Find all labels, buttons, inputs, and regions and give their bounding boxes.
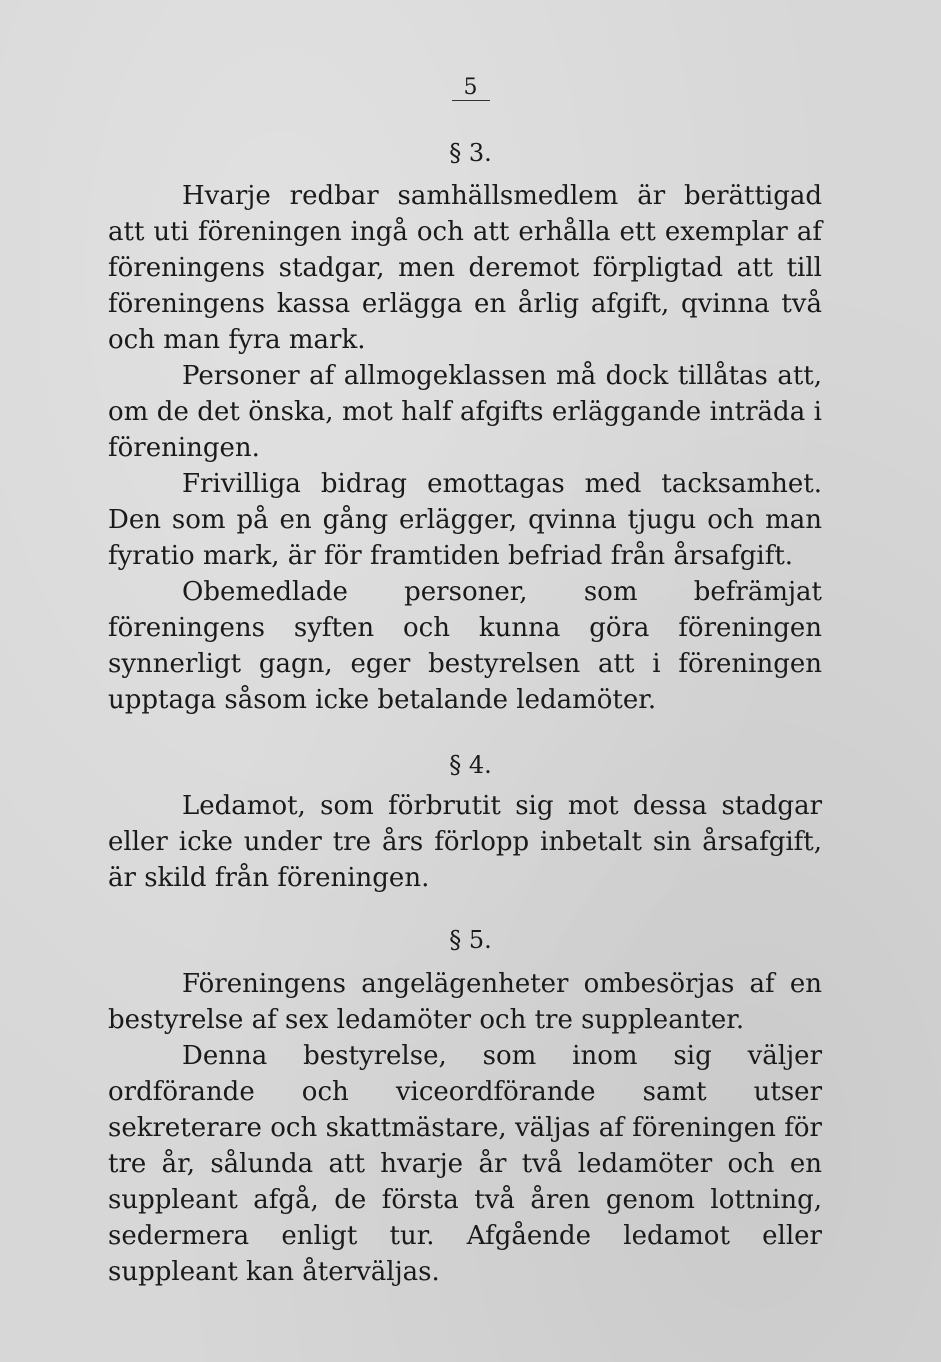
page-number-text: 5 <box>452 76 490 101</box>
section-3-paragraph-4: Obemedlade personer, som befrämjat föreningens syften och kunna göra föreningen synnerligt gagn, eger bestyrelsen att i föreningen upptaga såsom icke betalande ledamöter. <box>108 577 822 715</box>
section-4-paragraph-1: Ledamot, som förbrutit sig mot dessa stadgar eller icke under tre års förlopp inbetalt sin årsafgift, är skild från föreningen. <box>108 791 822 893</box>
section-4-heading: § 4. <box>449 751 492 779</box>
page-number <box>0 74 941 102</box>
section-5-heading: § 5. <box>449 926 492 954</box>
section-5-body <box>108 966 822 1290</box>
section-3-paragraph-1: Hvarje redbar samhällsmedlem är berättigad att uti föreningen ingå och att erhålla ett exemplar af föreningens stadgar, men deremot förpligtad att till föreningens kassa erlägga en årlig afgift, qvinna två och man fyra mark. <box>108 181 822 355</box>
section-5-paragraph-1: Föreningens angelägenheter ombesörjas af en bestyrelse af sex ledamöter och tre suppleanter. <box>108 969 822 1035</box>
section-3-paragraph-2: Personer af allmogeklassen må dock tillåtas att, om de det önska, mot half afgifts erläggande inträda i föreningen. <box>108 361 822 463</box>
section-3-paragraph-3: Frivilliga bidrag emottagas med tacksamhet. Den som på en gång erlägger, qvinna tjugu och man fyratio mark, är för framtiden befriad från årsafgift. <box>108 469 822 571</box>
section-3-body <box>108 178 822 718</box>
section-5-paragraph-2: Denna bestyrelse, som inom sig väljer ordförande och viceordförande samt utser sekreterare och skattmästare, väljas af föreningen för tre år, sålunda att hvarje år två ledamöter och en suppleant afgå, de första två åren genom lottning, sedermera enligt tur. Afgående ledamot eller suppleant kan återväljas. <box>108 1041 822 1287</box>
section-3-heading: § 3. <box>449 139 492 167</box>
section-4-body <box>108 788 822 896</box>
